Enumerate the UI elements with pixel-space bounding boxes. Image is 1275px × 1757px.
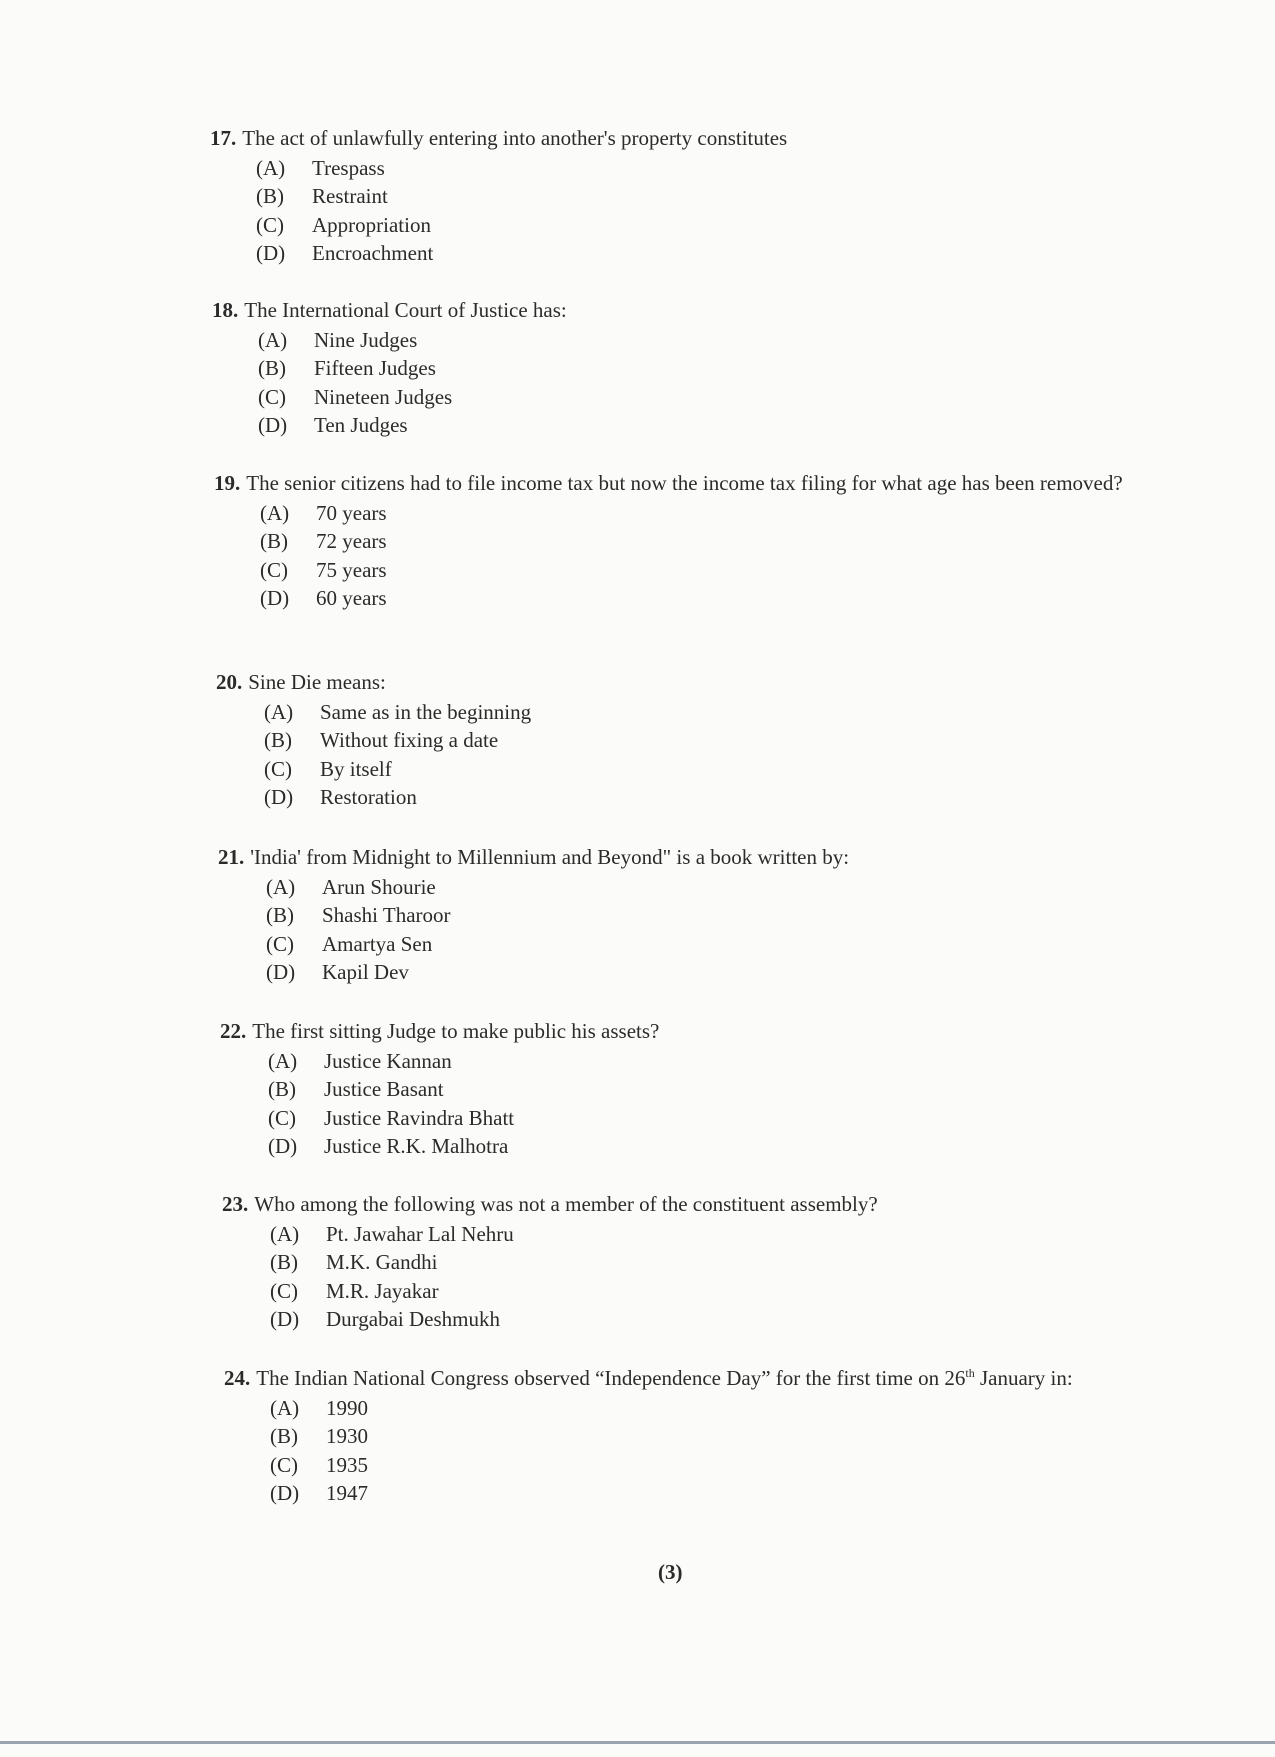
option-list: [220, 1047, 1180, 1161]
question-text: The senior citizens had to file income tax but now the income tax filing for what age has been removed?: [246, 471, 1123, 495]
option-letter: (B): [256, 184, 284, 209]
option-text: Arun Shourie: [322, 874, 436, 899]
option-a: [256, 154, 1170, 183]
option-text: Justice R.K. Malhotra: [324, 1134, 509, 1159]
question-text-superscript: th: [965, 1366, 975, 1380]
option-text: Fifteen Judges: [314, 356, 436, 381]
option-list: [212, 326, 1172, 440]
option-list: [218, 873, 1178, 987]
option-letter: (C): [260, 557, 288, 582]
option-text: By itself: [320, 756, 392, 781]
option-text: Encroachment: [312, 241, 434, 266]
option-b: [270, 1423, 1164, 1452]
option-letter: (D): [270, 1307, 300, 1332]
option-text: 1935: [326, 1452, 368, 1477]
option-letter: (A): [268, 1048, 298, 1073]
option-c: [260, 556, 1164, 585]
option-text: 70 years: [316, 500, 387, 525]
option-c: [270, 1451, 1164, 1480]
question-text: 'India' from Midnight to Millennium and Beyond" is a book written by:: [250, 845, 850, 869]
option-d: [260, 585, 1164, 614]
option-a: [270, 1394, 1164, 1423]
option-letter: (C): [266, 931, 294, 956]
option-text: Appropriation: [312, 212, 431, 237]
option-text: Restoration: [320, 785, 417, 810]
option-text: Durgabai Deshmukh: [326, 1307, 500, 1332]
option-d: [268, 1133, 1180, 1162]
option-letter: (C): [264, 756, 292, 781]
question-24: [224, 1365, 1164, 1508]
option-letter: (B): [264, 728, 292, 753]
question-header: [214, 470, 1164, 497]
option-a: [270, 1220, 1182, 1249]
option-letter: (D): [266, 960, 296, 985]
question-header: [210, 125, 1170, 152]
option-text: Trespass: [312, 155, 385, 180]
question-number: 17.: [210, 126, 237, 150]
option-letter: (D): [258, 413, 288, 438]
option-letter: (D): [260, 586, 290, 611]
question-17: [210, 125, 1170, 268]
option-d: [270, 1480, 1164, 1509]
option-c: [258, 383, 1172, 412]
option-letter: (B): [260, 529, 288, 554]
option-a: [266, 873, 1178, 902]
option-text: Ten Judges: [314, 413, 408, 438]
question-number: 22.: [220, 1019, 247, 1043]
option-text: Pt. Jawahar Lal Nehru: [326, 1221, 514, 1246]
question-number: 23.: [222, 1192, 249, 1216]
question-header: [224, 1365, 1164, 1392]
question-23: [222, 1191, 1182, 1334]
option-letter: (A): [270, 1395, 300, 1420]
question-text: Sine Die means:: [248, 670, 386, 694]
option-a: [264, 698, 1176, 727]
option-list: [224, 1394, 1164, 1508]
option-c: [264, 755, 1176, 784]
option-text: Justice Basant: [324, 1077, 444, 1102]
option-text: Nineteen Judges: [314, 384, 453, 409]
question-18: [212, 297, 1172, 440]
question-text: [256, 1365, 1164, 1392]
page-number: (3): [658, 1560, 683, 1584]
option-a: [258, 326, 1172, 355]
option-text: 1930: [326, 1424, 368, 1449]
option-text: Shashi Tharoor: [322, 903, 451, 928]
option-letter: (A): [260, 500, 290, 525]
option-text: M.R. Jayakar: [326, 1278, 439, 1303]
option-letter: (D): [264, 785, 294, 810]
option-letter: (D): [268, 1134, 298, 1159]
option-list: [214, 499, 1164, 613]
question-header: [220, 1018, 1180, 1045]
option-d: [256, 240, 1170, 269]
question-text: The first sitting Judge to make public his assets?: [252, 1019, 660, 1043]
question-text-part2: January in:: [979, 1366, 1073, 1390]
option-letter: (C): [268, 1105, 296, 1130]
option-list: [210, 154, 1170, 268]
question-number: 19.: [214, 471, 241, 495]
option-letter: (B): [268, 1077, 296, 1102]
option-text: Amartya Sen: [322, 931, 433, 956]
option-text: M.K. Gandhi: [326, 1250, 438, 1275]
option-text: Kapil Dev: [322, 960, 409, 985]
option-a: [260, 499, 1164, 528]
option-text: 60 years: [316, 586, 387, 611]
option-list: [222, 1220, 1182, 1334]
question-number: 24.: [224, 1366, 251, 1390]
option-letter: (A): [258, 327, 288, 352]
option-c: [256, 211, 1170, 240]
option-b: [260, 528, 1164, 557]
option-text: Same as in the beginning: [320, 699, 532, 724]
question-text: The act of unlawfully entering into another's property constitutes: [242, 126, 788, 150]
option-letter: (C): [270, 1278, 298, 1303]
question-number: 18.: [212, 298, 239, 322]
option-letter: (B): [270, 1424, 298, 1449]
option-c: [266, 930, 1178, 959]
question-text: The International Court of Justice has:: [244, 298, 567, 322]
option-letter: (A): [270, 1221, 300, 1246]
option-letter: (C): [258, 384, 286, 409]
bottom-divider: [0, 1741, 1275, 1744]
option-d: [258, 412, 1172, 441]
option-letter: (C): [256, 212, 284, 237]
question-20: [216, 669, 1176, 812]
question-header: [212, 297, 1172, 324]
option-text: Justice Ravindra Bhatt: [324, 1105, 515, 1130]
option-c: [268, 1104, 1180, 1133]
option-list: [216, 698, 1176, 812]
option-b: [258, 355, 1172, 384]
question-19: [214, 470, 1164, 613]
option-d: [264, 784, 1176, 813]
option-text: Without fixing a date: [320, 728, 499, 753]
option-letter: (D): [256, 241, 286, 266]
question-text-part1: The Indian National Congress observed “Independence Day” for the first time on 26: [256, 1366, 966, 1390]
option-b: [266, 902, 1178, 931]
option-b: [256, 183, 1170, 212]
option-text: 72 years: [316, 529, 387, 554]
option-letter: (C): [270, 1452, 298, 1477]
option-letter: (B): [270, 1250, 298, 1275]
option-text: Restraint: [312, 184, 388, 209]
option-c: [270, 1277, 1182, 1306]
option-letter: (A): [264, 699, 294, 724]
question-header: [216, 669, 1176, 696]
question-number: 21.: [218, 845, 245, 869]
option-d: [270, 1306, 1182, 1335]
question-text: Who among the following was not a member of the constituent assembly?: [254, 1192, 878, 1216]
question-22: [220, 1018, 1180, 1161]
question-header: [218, 844, 1178, 871]
option-letter: (A): [256, 155, 286, 180]
option-text: 75 years: [316, 557, 387, 582]
option-b: [268, 1076, 1180, 1105]
option-d: [266, 959, 1178, 988]
question-21: [218, 844, 1178, 987]
option-letter: (B): [258, 356, 286, 381]
option-text: 1947: [326, 1481, 368, 1506]
option-text: Nine Judges: [314, 327, 418, 352]
option-text: Justice Kannan: [324, 1048, 452, 1073]
option-letter: (D): [270, 1481, 300, 1506]
option-text: 1990: [326, 1395, 368, 1420]
question-header: [222, 1191, 1182, 1218]
question-number: 20.: [216, 670, 243, 694]
option-b: [270, 1249, 1182, 1278]
option-letter: (A): [266, 874, 296, 899]
option-a: [268, 1047, 1180, 1076]
option-letter: (B): [266, 903, 294, 928]
option-b: [264, 727, 1176, 756]
